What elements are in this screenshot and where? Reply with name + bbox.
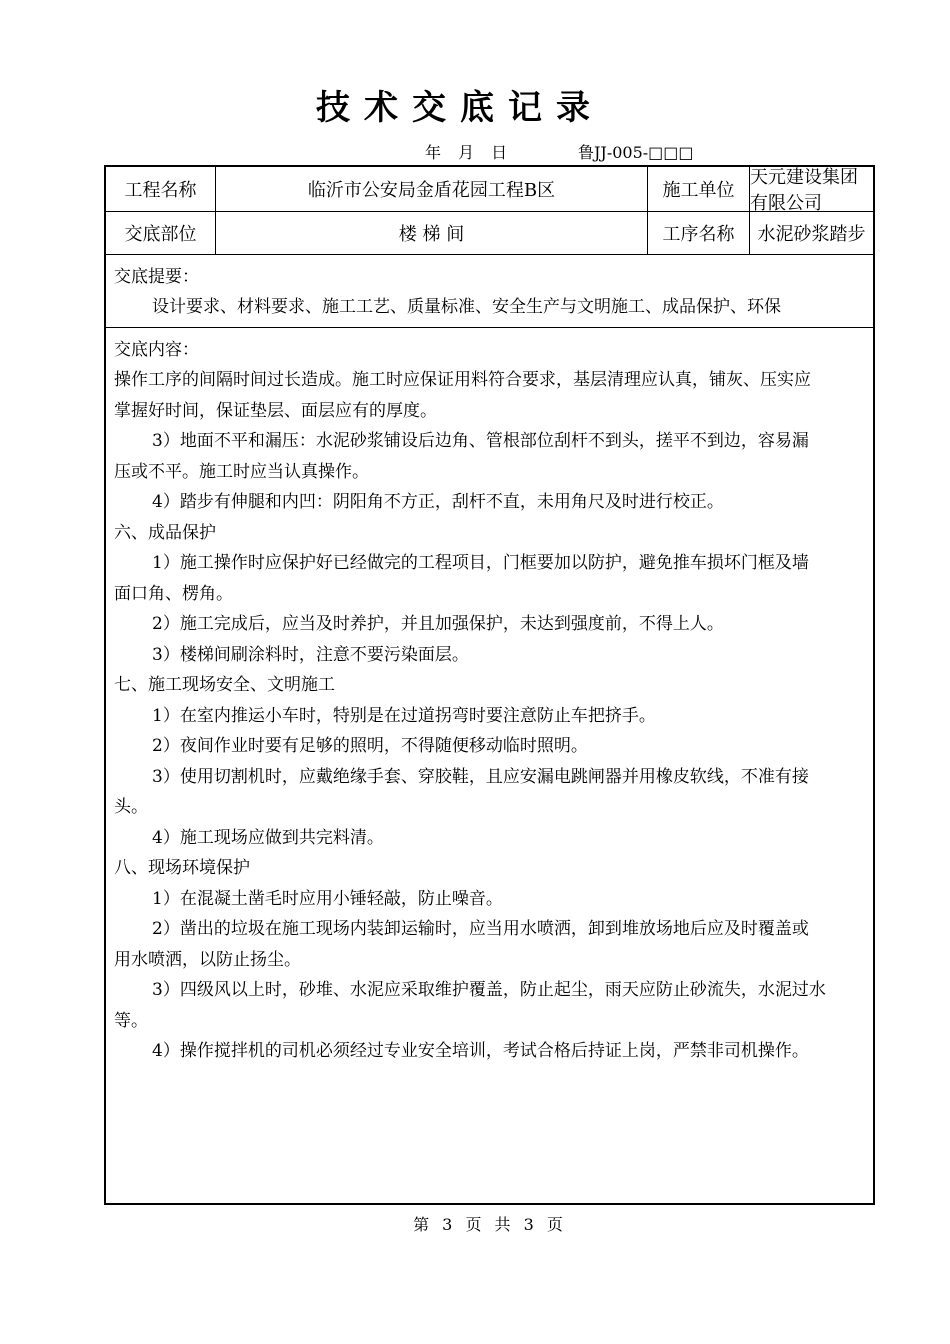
content-line: 2）施工完成后，应当及时养护，并且加强保护，未达到强度前，不得上人。: [152, 614, 724, 634]
section-heading: 六、成品保护: [114, 522, 216, 543]
table-row-location: [106, 211, 873, 255]
content-line: 等。: [114, 1010, 148, 1031]
content-line: 压或不平。施工时应当认真操作。: [114, 461, 369, 482]
content-line: 2）夜间作业时要有足够的照明，不得随便移动临时照明。: [152, 736, 588, 756]
document-number: 鲁JJ-005-□□□: [578, 143, 694, 162]
record-table: [104, 165, 875, 1205]
content-label: 交底内容：: [114, 340, 199, 360]
content-line: 4）操作搅拌机的司机必须经过专业安全培训，考试合格后持证上岗，严禁非司机操作。: [152, 1041, 809, 1061]
content-line: 1）施工操作时应保护好已经做完的工程项目，门框要加以防护，避免推车损坏门框及墙: [152, 553, 809, 573]
summary-label: 交底提要：: [114, 267, 199, 287]
content-line: 头。: [114, 797, 148, 817]
content-section: [106, 327, 873, 1203]
content-line: 3）四级风以上时，砂堆、水泥应采取维护覆盖，防止起尘，雨天应防止砂流失，水泥过水: [152, 980, 826, 1000]
table-row-project: [106, 167, 873, 212]
content-line: 1）在室内推运小车时，特别是在过道拐弯时要注意防止车把挤手。: [152, 705, 656, 726]
content-lines: [114, 365, 869, 1067]
document-title: 技术交底记录: [316, 88, 604, 128]
location-label: 交底部位: [106, 211, 216, 254]
content-line: 掌握好时间，保证垫层、面层应有的厚度。: [114, 400, 437, 421]
content-line: 3）地面不平和漏压：水泥砂浆铺设后边角、管根部位刮杆不到头，搓平不到边，容易漏: [152, 431, 809, 451]
content-line: 操作工序的间隔时间过长造成。施工时应保证用料符合要求，基层清理应认真，铺灰、压实应: [114, 370, 811, 390]
content-line: 4）施工现场应做到共完料清。: [152, 827, 384, 848]
process-name-label: 工序名称: [648, 211, 750, 254]
summary-section: [106, 254, 873, 328]
process-name-value: 水泥砂浆踏步: [757, 223, 866, 245]
contractor-value: 天元建设集团有限公司: [750, 167, 858, 214]
contractor-label: 施工单位: [648, 167, 750, 211]
content-line: 面口角、楞角。: [114, 583, 233, 604]
page-footer: 第 3 页 共 3 页: [413, 1215, 567, 1234]
content-line: 3）使用切割机时，应戴绝缘手套、穿胶鞋，且应安漏电跳闸器并用橡皮软线，不准有接: [152, 766, 809, 787]
section-heading: 八、现场环境保护: [114, 858, 250, 878]
section-heading: 七、施工现场安全、文明施工: [114, 675, 335, 695]
project-name-label: 工程名称: [106, 167, 216, 211]
content-line: 4）踏步有伸腿和内凹：阴阳角不方正，刮杆不直，未用角尺及时进行校正。: [152, 492, 724, 512]
project-name-value: 临沂市公安局金盾花园工程B区: [216, 167, 648, 211]
content-line: 1）在混凝土凿毛时应用小锤轻敲，防止噪音。: [152, 888, 503, 909]
location-value: 楼 梯 间: [216, 211, 648, 254]
content-line: 2）凿出的垃圾在施工现场内装卸运输时，应当用水喷洒，卸到堆放场地后应及时覆盖或: [152, 919, 809, 939]
content-line: 3）楼梯间刷涂料时，注意不要污染面层。: [152, 644, 469, 665]
content-line: 用水喷洒，以防止扬尘。: [114, 949, 301, 970]
summary-text: 设计要求、材料要求、施工工艺、质量标准、安全生产与文明施工、成品保护、环保: [152, 297, 781, 317]
date-line: 年 月 日: [425, 143, 514, 162]
